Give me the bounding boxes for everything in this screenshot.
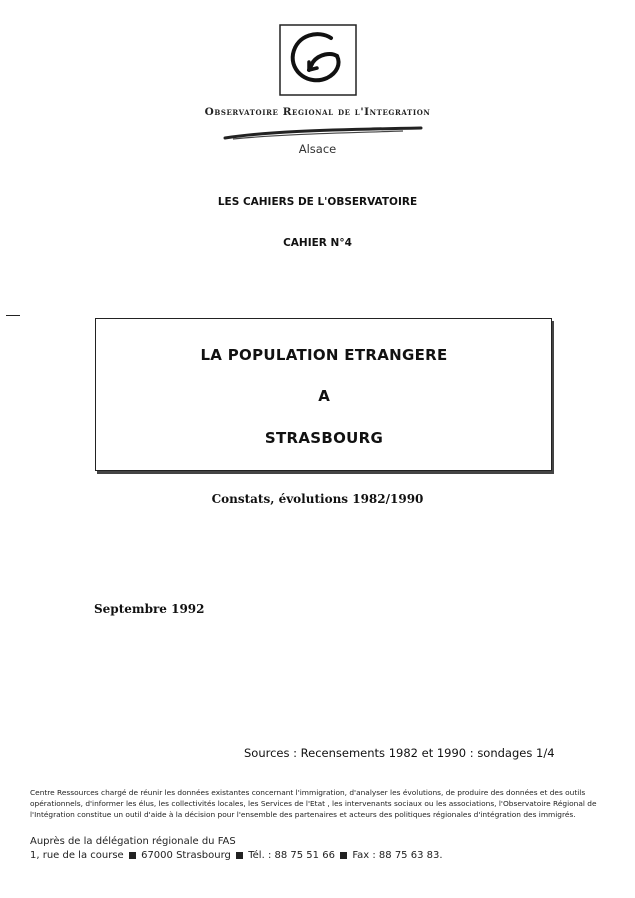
- swoosh-decoration: [223, 124, 423, 144]
- sources-note: Sources : Recensements 1982 et 1990 : sondages 1/4: [244, 746, 555, 760]
- title-line-1: LA POPULATION ETRANGERE: [200, 346, 448, 364]
- address-phone: Tél. : 88 75 51 66: [248, 850, 335, 861]
- description-paragraph: Centre Ressources chargé de réunir les données existantes concernant l'immigration, d'analyser les évolutions, de produire des données et des outils opérationnels, d'informer les élus, les collectivités locales, les Services de l'Etat , les intervenants sociaux ou les associations, l'Observatoire Régional de l'Intégration constitue un outil d'aide à la décision pour l'ensemble des partenaires et acteurs des politiques régionales d'intégration des immigrés.: [30, 788, 597, 819]
- observatoire-logo: [279, 24, 357, 96]
- title-line-3: STRASBOURG: [264, 429, 384, 447]
- cahier-number: CAHIER N°4: [283, 237, 352, 249]
- address-street: 1, rue de la course: [30, 850, 124, 861]
- separator-square-icon: [236, 852, 243, 859]
- margin-mark: [6, 315, 20, 316]
- separator-square-icon: [340, 852, 347, 859]
- address-city: 67000 Strasbourg: [141, 850, 231, 861]
- subtitle: Constats, évolutions 1982/1990: [211, 492, 424, 506]
- publication-date: Septembre 1992: [94, 602, 205, 616]
- address-line-1: Auprès de la délégation régionale du FAS: [30, 836, 236, 847]
- series-title: LES CAHIERS DE L'OBSERVATOIRE: [217, 196, 418, 208]
- region-label: Alsace: [298, 142, 337, 156]
- title-line-2: A: [318, 387, 330, 405]
- address-line-2: [30, 850, 443, 861]
- organization-name: Observatoire Regional de l'Integration: [204, 106, 431, 118]
- separator-square-icon: [129, 852, 136, 859]
- address-fax: Fax : 88 75 63 83.: [352, 850, 443, 861]
